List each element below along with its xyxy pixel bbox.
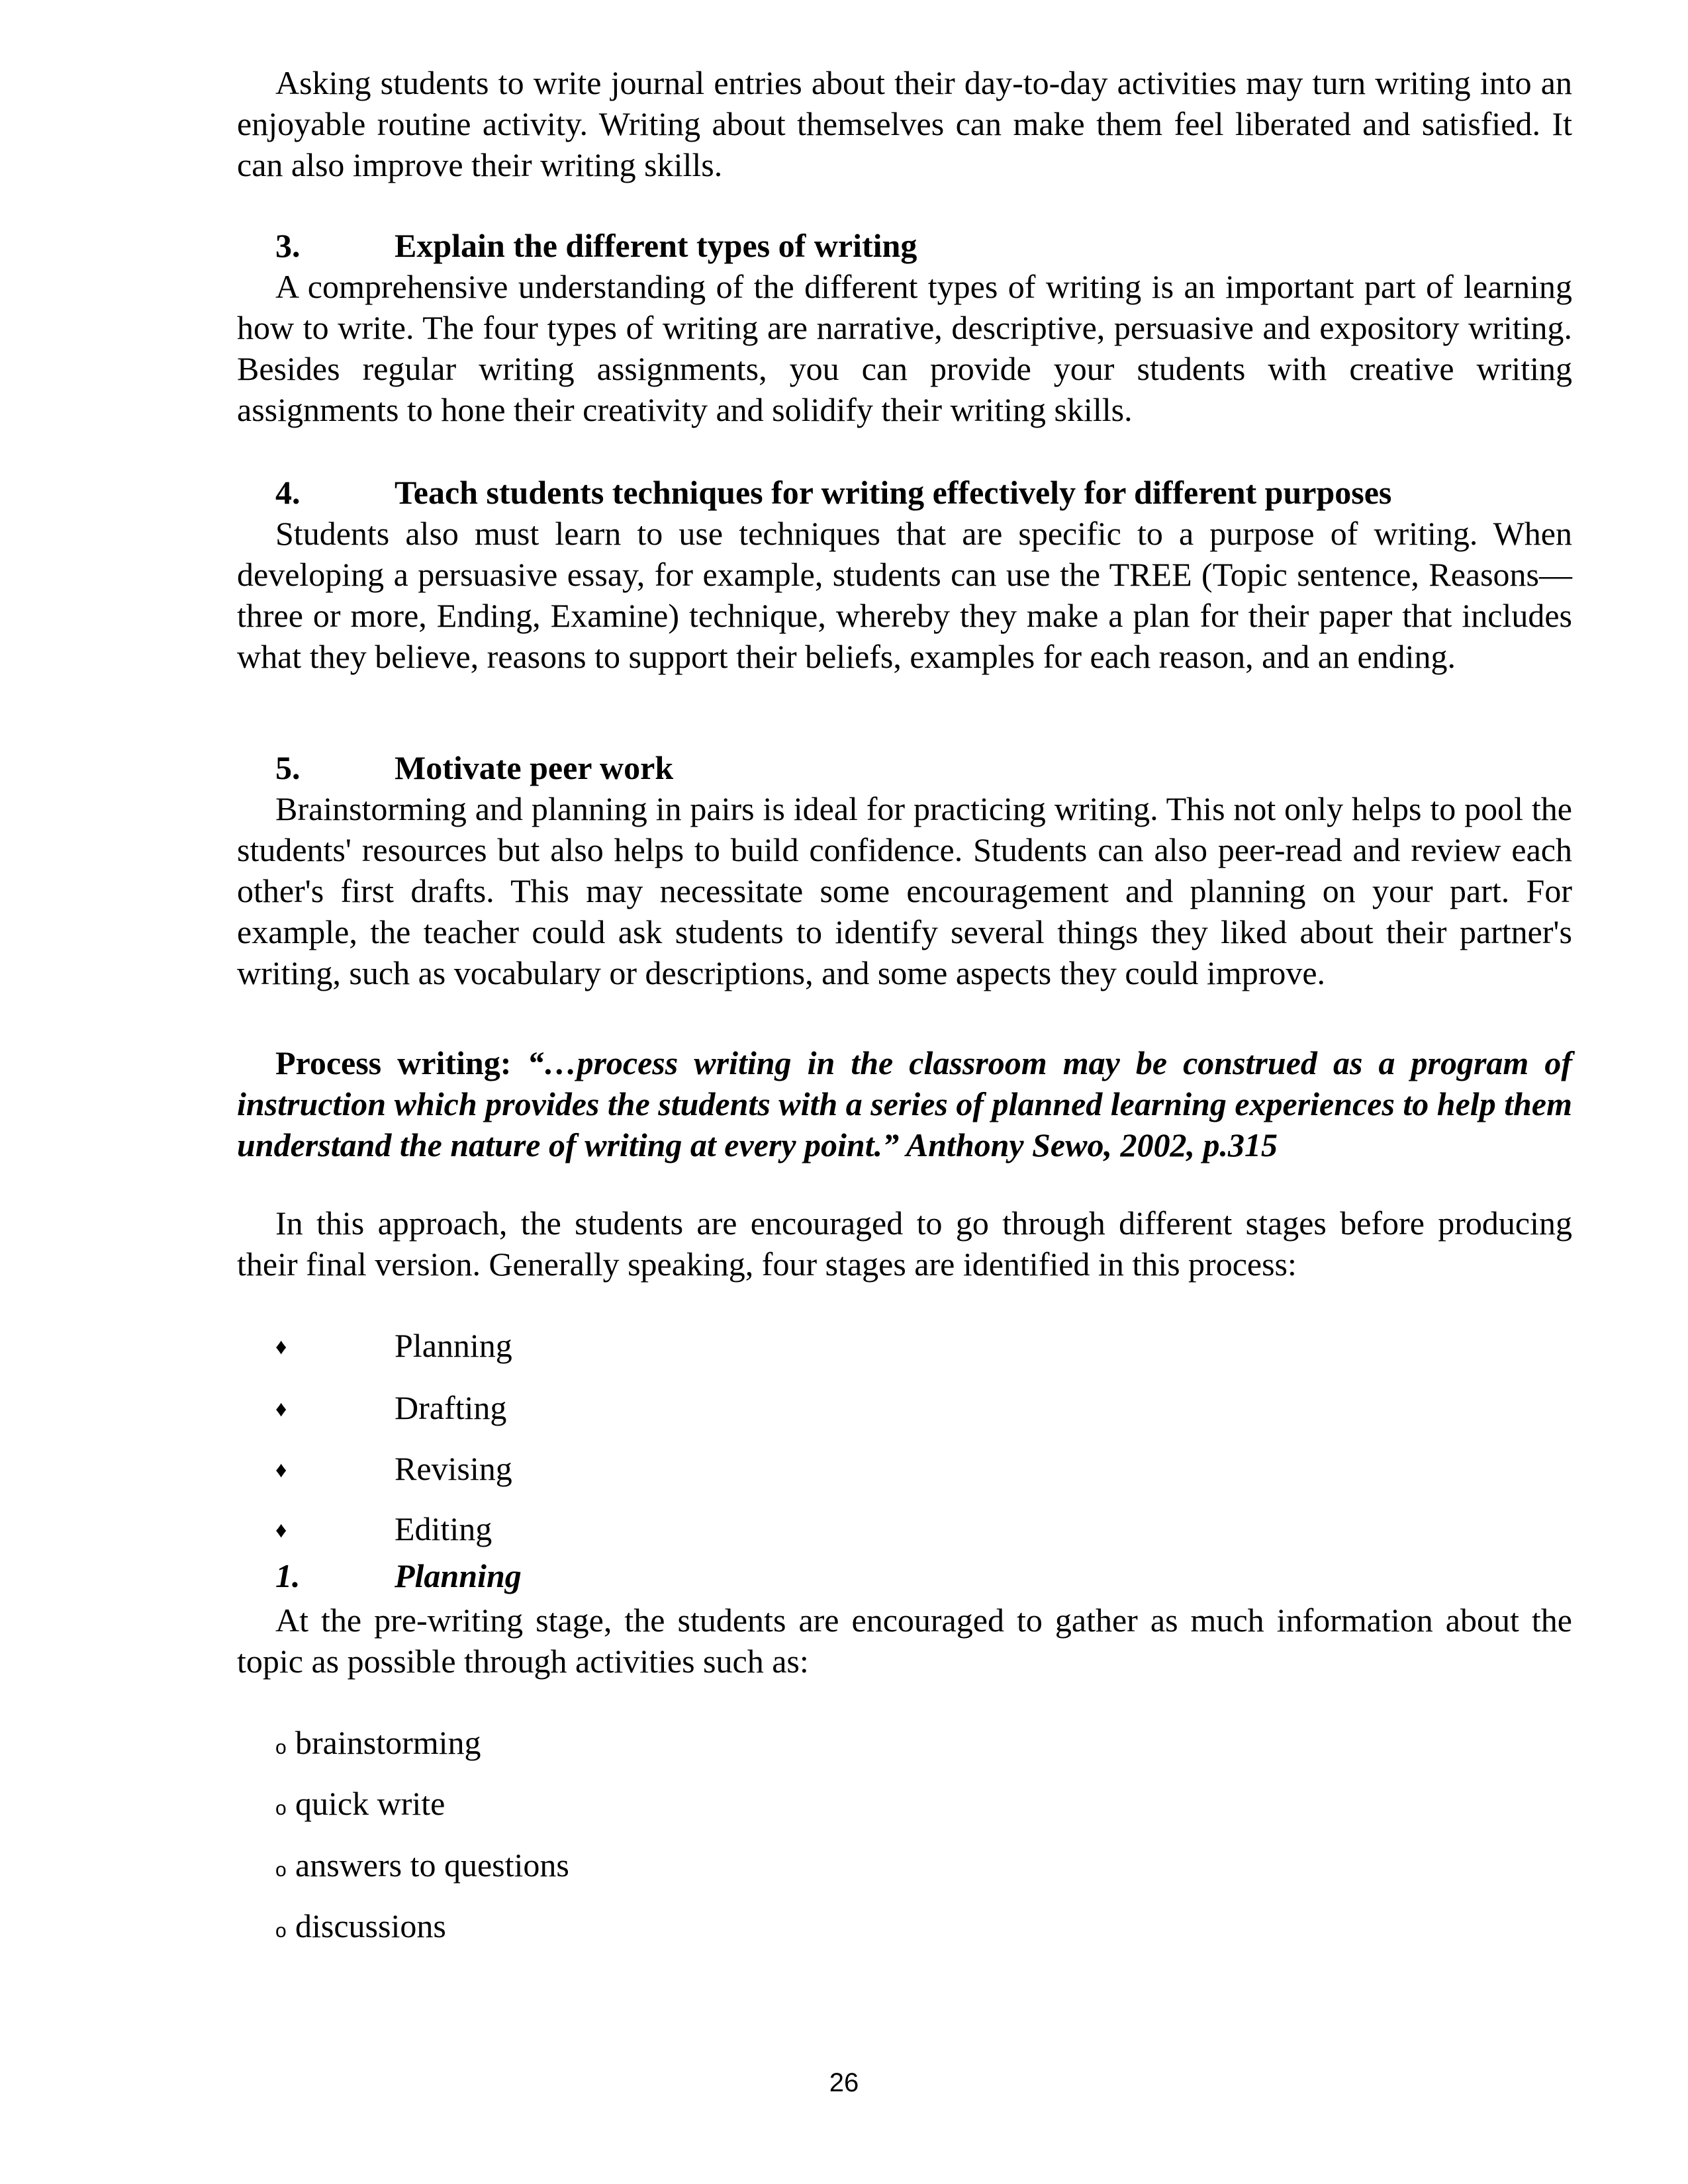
stage-item	[275, 1325, 512, 1368]
approach-paragraph	[237, 1203, 1572, 1285]
section-3-heading	[275, 225, 917, 266]
section-number: 1.	[275, 1557, 301, 1594]
quote-text: “…process writing in the classroom may be construed as a program of instruction which provides the students with a series of planned learning experiences to help them understand the nature of writing at every point.” Anthony Sewo, 2002, p.315	[237, 1044, 1573, 1163]
section-title: Teach students techniques for writing effectively for different purposes	[395, 474, 1392, 511]
section-number: 4.	[275, 474, 301, 511]
section-title: Planning	[395, 1557, 522, 1594]
stage-label: Revising	[395, 1450, 512, 1487]
diamond-bullet-icon: ♦	[275, 1518, 287, 1543]
page-number: 26	[829, 2068, 859, 2097]
section-3-body	[237, 266, 1572, 430]
section-title: Motivate peer work	[395, 749, 674, 786]
diamond-bullet-icon: ♦	[275, 1397, 287, 1422]
section-body-text: A comprehensive understanding of the different types of writing is an important part of learning how to write. The four types of writing are narrative, descriptive, persuasive and expository writing. Besides regular writing assignments, you can provide your students with creative writing assignments to hone their creativity and solidify their writing skills.	[237, 268, 1572, 428]
circle-bullet-icon: o	[275, 1797, 287, 1819]
activity-item	[275, 1844, 569, 1891]
stage-item	[275, 1387, 506, 1430]
intro-paragraph	[237, 62, 1572, 185]
activity-label: quick write	[295, 1785, 445, 1822]
section-4-body	[237, 513, 1572, 677]
section-body-text: Students also must learn to use techniques that are specific to a purpose of writing. When developing a persuasive essay, for example, students can use the TREE (Topic sentence, Reasons—three or more, Ending, Examine) technique, whereby they make a plan for their paper that includes what they believe, reasons to support their beliefs, examples for each reason, and an ending.	[237, 515, 1572, 675]
circle-bullet-icon: o	[275, 1859, 287, 1881]
stage-item	[275, 1448, 512, 1491]
circle-bullet-icon: o	[275, 1737, 287, 1758]
stage-label: Planning	[395, 1327, 512, 1364]
section-number: 3.	[275, 227, 301, 264]
activity-label: discussions	[295, 1907, 446, 1944]
activity-label: brainstorming	[295, 1724, 481, 1761]
section-body-text: Brainstorming and planning in pairs is ideal for practicing writing. This not only helps to pool the students' resources but also helps to build confidence. Students can also peer-read and review each other's first drafts. This may necessitate some encouragement and planning on your part. For example, the teacher could ask students to identify several things they liked about their partner's writing, such as vocabulary or descriptions, and some aspects they could improve.	[237, 790, 1572, 991]
circle-bullet-icon: o	[275, 1920, 287, 1942]
section-5-heading	[275, 747, 673, 788]
section-title: Explain the different types of writing	[395, 227, 917, 264]
section-5-body	[237, 788, 1572, 993]
planning-body-text: At the pre-writing stage, the students are encouraged to gather as much information about the topic as possible through activities such as:	[237, 1602, 1572, 1680]
process-writing-quote	[237, 1042, 1572, 1165]
planning-heading	[275, 1555, 522, 1596]
activity-item	[275, 1783, 445, 1829]
activity-label: answers to questions	[295, 1846, 569, 1884]
activity-item	[275, 1905, 446, 1952]
section-number: 5.	[275, 749, 301, 786]
diamond-bullet-icon: ♦	[275, 1335, 287, 1359]
process-writing-label: Process writing:	[275, 1044, 512, 1081]
planning-body	[237, 1600, 1572, 1682]
stage-label: Editing	[395, 1510, 492, 1547]
approach-text: In this approach, the students are encouraged to go through different stages before producing their final version. Generally speaking, four stages are identified in this process:	[237, 1205, 1572, 1283]
activity-item	[275, 1722, 481, 1768]
stage-label: Drafting	[395, 1389, 507, 1426]
section-4-heading	[275, 472, 1391, 513]
intro-text: Asking students to write journal entries about their day-to-day activities may turn writing into an enjoyable routine activity. Writing about themselves can make them feel liberated and satisfied. It can also improve their writing skills.	[237, 64, 1572, 183]
diamond-bullet-icon: ♦	[275, 1458, 287, 1482]
stage-item	[275, 1508, 492, 1551]
